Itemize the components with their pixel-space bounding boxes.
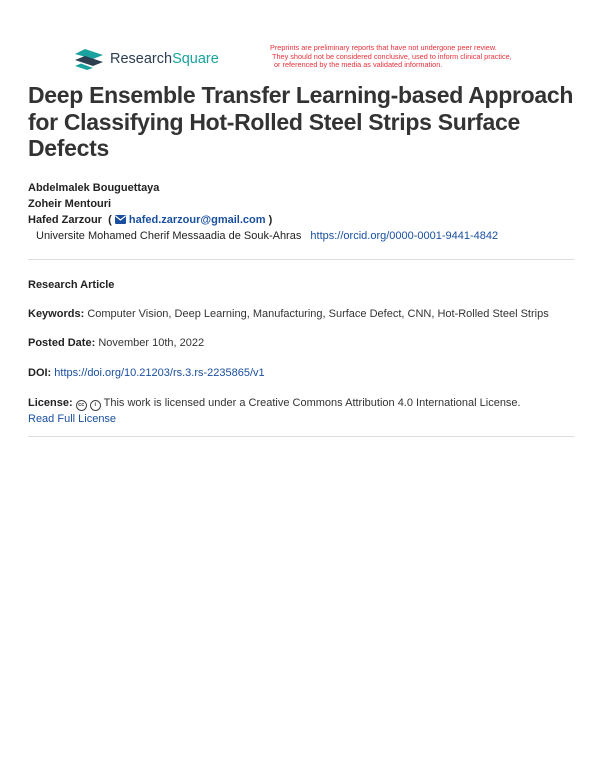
research-square-logo[interactable] <box>74 48 219 70</box>
doi-link[interactable]: https://doi.org/10.21203/rs.3.rs-2235865/v1 <box>54 367 265 379</box>
disclaimer-line: They should not be considered conclusive, used to inform clinical practice, <box>272 51 512 61</box>
orcid-link[interactable]: https://orcid.org/0000-0001-9441-4842 <box>310 230 499 242</box>
research-square-logo-icon <box>74 48 104 70</box>
paren-close: ) <box>268 214 273 226</box>
disclaimer-line: or referenced by the media as validated information. <box>274 60 443 70</box>
license-label: License: <box>28 397 73 409</box>
posted-date-value: November 10th, 2022 <box>98 337 205 349</box>
logo-text <box>110 51 219 67</box>
posted-date-label: Posted Date: <box>28 337 96 349</box>
author-name: Zoheir Mentouri <box>28 198 112 210</box>
article-type-label: Research Article <box>28 279 115 291</box>
read-full-license-link[interactable]: Read Full License <box>28 413 117 425</box>
title-line: for Classifying Hot-Rolled Steel Strips Surface <box>28 108 521 135</box>
license <box>28 395 576 427</box>
author-list <box>28 180 576 244</box>
header <box>74 44 554 76</box>
attribution-icon: i <box>90 400 101 411</box>
logo-text-primary: Research <box>110 51 173 67</box>
author-name: Hafed Zarzour <box>28 214 102 226</box>
creative-commons-icon: cc <box>76 400 87 411</box>
affiliation-institution: Universite Mohamed Cherif Messaadia de Souk-Ahras <box>36 230 302 242</box>
keywords <box>28 306 576 322</box>
posted-date <box>28 335 576 351</box>
license-text: This work is licensed under a Creative Commons Attribution 4.0 International License. <box>103 397 521 409</box>
keywords-value: Computer Vision, Deep Learning, Manufacturing, Surface Defect, CNN, Hot-Rolled Steel Strips <box>87 308 549 320</box>
preprint-disclaimer <box>270 44 560 70</box>
doi <box>28 365 576 381</box>
author-name: Abdelmalek Bouguettaya <box>28 182 160 194</box>
author-email-link[interactable]: hafed.zarzour@gmail.com <box>128 214 266 226</box>
divider <box>28 259 574 260</box>
disclaimer-line: Preprints are preliminary reports that have not undergone peer review. <box>270 43 497 52</box>
divider <box>28 436 574 437</box>
correspondence <box>105 214 272 226</box>
paper-title <box>28 82 576 162</box>
doi-label: DOI: <box>28 367 52 379</box>
keywords-label: Keywords: <box>28 308 85 320</box>
logo-text-secondary: Square <box>172 51 219 67</box>
title-line: Defects <box>28 135 109 161</box>
paren-open: ( <box>108 214 112 226</box>
article-type <box>28 277 576 293</box>
title-line: Deep Ensemble Transfer Learning-based Approach <box>28 82 574 108</box>
envelope-icon <box>115 215 126 224</box>
affiliation <box>28 228 576 244</box>
